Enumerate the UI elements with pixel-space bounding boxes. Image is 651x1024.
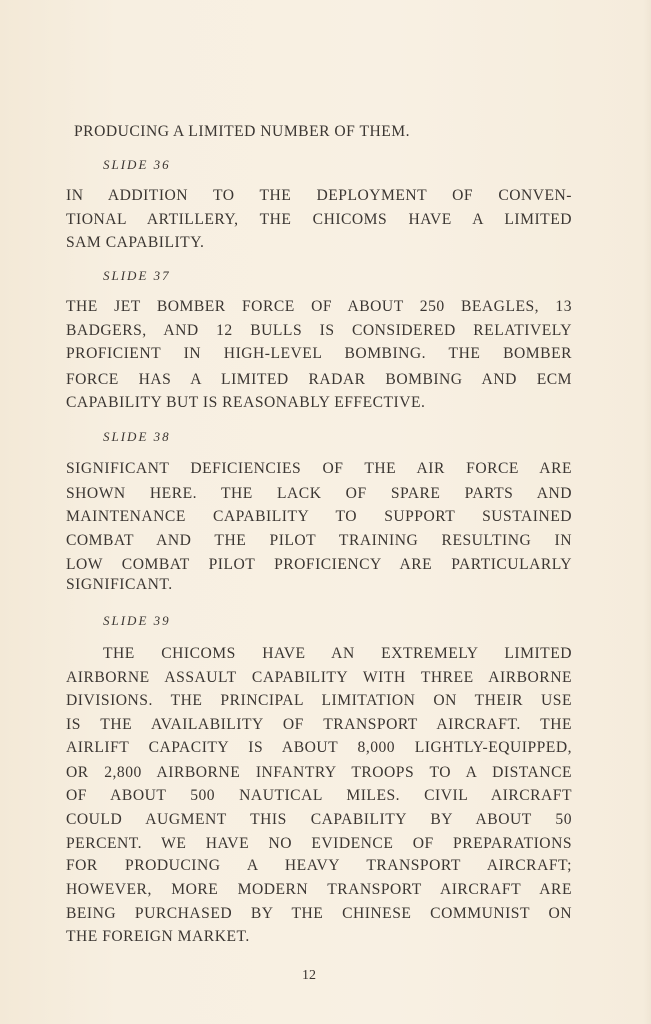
paragraph-line: SAM CAPABILITY. — [66, 234, 205, 251]
paragraph-line: HOWEVER, MORE MODERN TRANSPORT AIRCRAFT ARE — [66, 881, 572, 898]
paragraph-line: AIRBORNE ASSAULT CAPABILITY WITH THREE AIRBORNE — [66, 669, 572, 686]
slide-heading: SLIDE 38 — [103, 429, 171, 444]
paragraph-line: OR 2,800 AIRBORNE INFANTRY TROOPS TO A DISTANCE — [66, 764, 572, 781]
paragraph-line: DIVISIONS. THE PRINCIPAL LIMITATION ON THEIR USE — [66, 692, 572, 709]
paragraph-line: LOW COMBAT PILOT PROFICIENCY ARE PARTICULARLY — [66, 556, 572, 573]
intro-text-line: PRODUCING A LIMITED NUMBER OF THEM. — [74, 123, 411, 140]
page-edge-shadow — [643, 0, 651, 1024]
paragraph-line: PERCENT. WE HAVE NO EVIDENCE OF PREPARATIONS — [66, 835, 572, 852]
slide-heading: SLIDE 39 — [103, 613, 171, 628]
paragraph-line: THE FOREIGN MARKET. — [66, 928, 250, 945]
paragraph-line: AIRLIFT CAPACITY IS ABOUT 8,000 LIGHTLY-EQUIPPED, — [66, 739, 572, 756]
paragraph-line: TIONAL ARTILLERY, THE CHICOMS HAVE A LIMITED — [66, 211, 572, 228]
paragraph-line: PROFICIENT IN HIGH-LEVEL BOMBING. THE BOMBER — [66, 345, 572, 362]
paragraph-line: SIGNIFICANT. — [66, 576, 173, 593]
paragraph-line: THE CHICOMS HAVE AN EXTREMELY LIMITED — [103, 645, 572, 662]
paragraph-line: SIGNIFICANT DEFICIENCIES OF THE AIR FORCE ARE — [66, 460, 572, 477]
paragraph-line: MAINTENANCE CAPABILITY TO SUPPORT SUSTAINED — [66, 508, 572, 525]
paragraph-line: FORCE HAS A LIMITED RADAR BOMBING AND ECM — [66, 371, 572, 388]
paragraph-line: COMBAT AND THE PILOT TRAINING RESULTING IN — [66, 532, 572, 549]
slide-heading: SLIDE 37 — [103, 268, 171, 283]
paragraph-line: BADGERS, AND 12 BULLS IS CONSIDERED RELATIVELY — [66, 322, 572, 339]
paragraph-line: OF ABOUT 500 NAUTICAL MILES. CIVIL AIRCRAFT — [66, 787, 572, 804]
slide-heading: SLIDE 36 — [103, 157, 171, 172]
paragraph-line: SHOWN HERE. THE LACK OF SPARE PARTS AND — [66, 485, 572, 502]
paragraph-line: IS THE AVAILABILITY OF TRANSPORT AIRCRAFT. THE — [66, 716, 572, 733]
paragraph-line: THE JET BOMBER FORCE OF ABOUT 250 BEAGLES, 13 — [66, 298, 572, 315]
paragraph-line: FOR PRODUCING A HEAVY TRANSPORT AIRCRAFT; — [66, 857, 572, 874]
paragraph-line: CAPABILITY BUT IS REASONABLY EFFECTIVE. — [66, 394, 426, 411]
paragraph-line: COULD AUGMENT THIS CAPABILITY BY ABOUT 50 — [66, 811, 572, 828]
paragraph-line: IN ADDITION TO THE DEPLOYMENT OF CONVEN- — [66, 187, 572, 204]
paragraph-line: BEING PURCHASED BY THE CHINESE COMMUNIST ON — [66, 905, 572, 922]
page-number: 12 — [302, 968, 316, 983]
